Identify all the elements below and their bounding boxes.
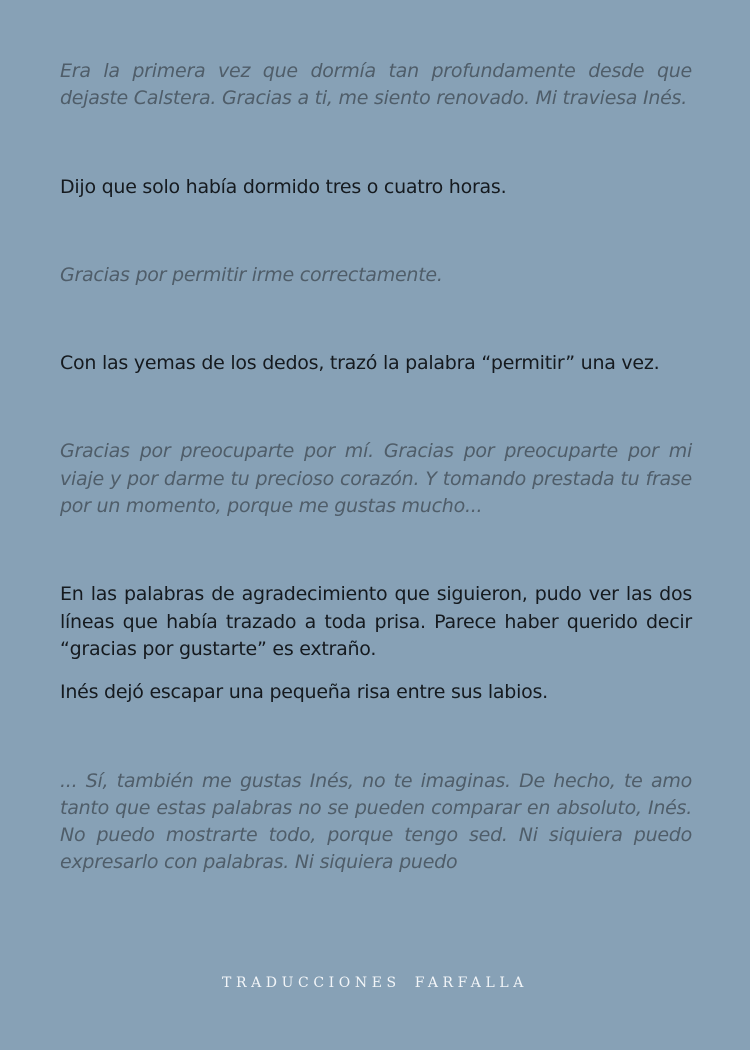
letter-paragraph-2: Gracias por permitir irme correctamente. bbox=[60, 263, 443, 286]
footer-credit bbox=[0, 975, 750, 991]
page-body bbox=[60, 58, 692, 877]
narration-paragraph-3: En las palabras de agradecimiento que siguieron, pudo ver las dos líneas que había trazado a toda prisa. Parece haber querido decir “gracias por gustarte” es extraño. bbox=[60, 583, 692, 660]
letter-paragraph-3: Gracias por preocuparte por mí. Gracias por preocuparte por mi viaje y por darme tu precioso corazón. Y tomando prestada tu frase por un momento, porque me gustas mucho... bbox=[60, 440, 692, 518]
letter-paragraph-4: ... Sí, también me gustas Inés, no te imaginas. De hecho, te amo tanto que estas palabras no se pueden comparar en absoluto, Inés. No puedo mostrarte todo, porque tengo sed. Ni siquiera puedo expresarlo con palabras. Ni siquiera puedo bbox=[60, 769, 692, 874]
footer-word-2: FARFALLA bbox=[414, 975, 528, 991]
narration-paragraph-1: Dijo que solo había dormido tres o cuatro horas. bbox=[60, 175, 507, 198]
footer-word-1: TRADUCCIONES bbox=[222, 975, 401, 991]
letter-paragraph-1: Era la primera vez que dormía tan profundamente desde que dejaste Calstera. Gracias a ti, me siento renovado. Mi traviesa Inés. bbox=[60, 60, 692, 110]
narration-paragraph-4: Inés dejó escapar una pequeña risa entre sus labios. bbox=[60, 681, 548, 704]
narration-paragraph-2: Con las yemas de los dedos, trazó la palabra “permitir” una vez. bbox=[60, 352, 660, 375]
